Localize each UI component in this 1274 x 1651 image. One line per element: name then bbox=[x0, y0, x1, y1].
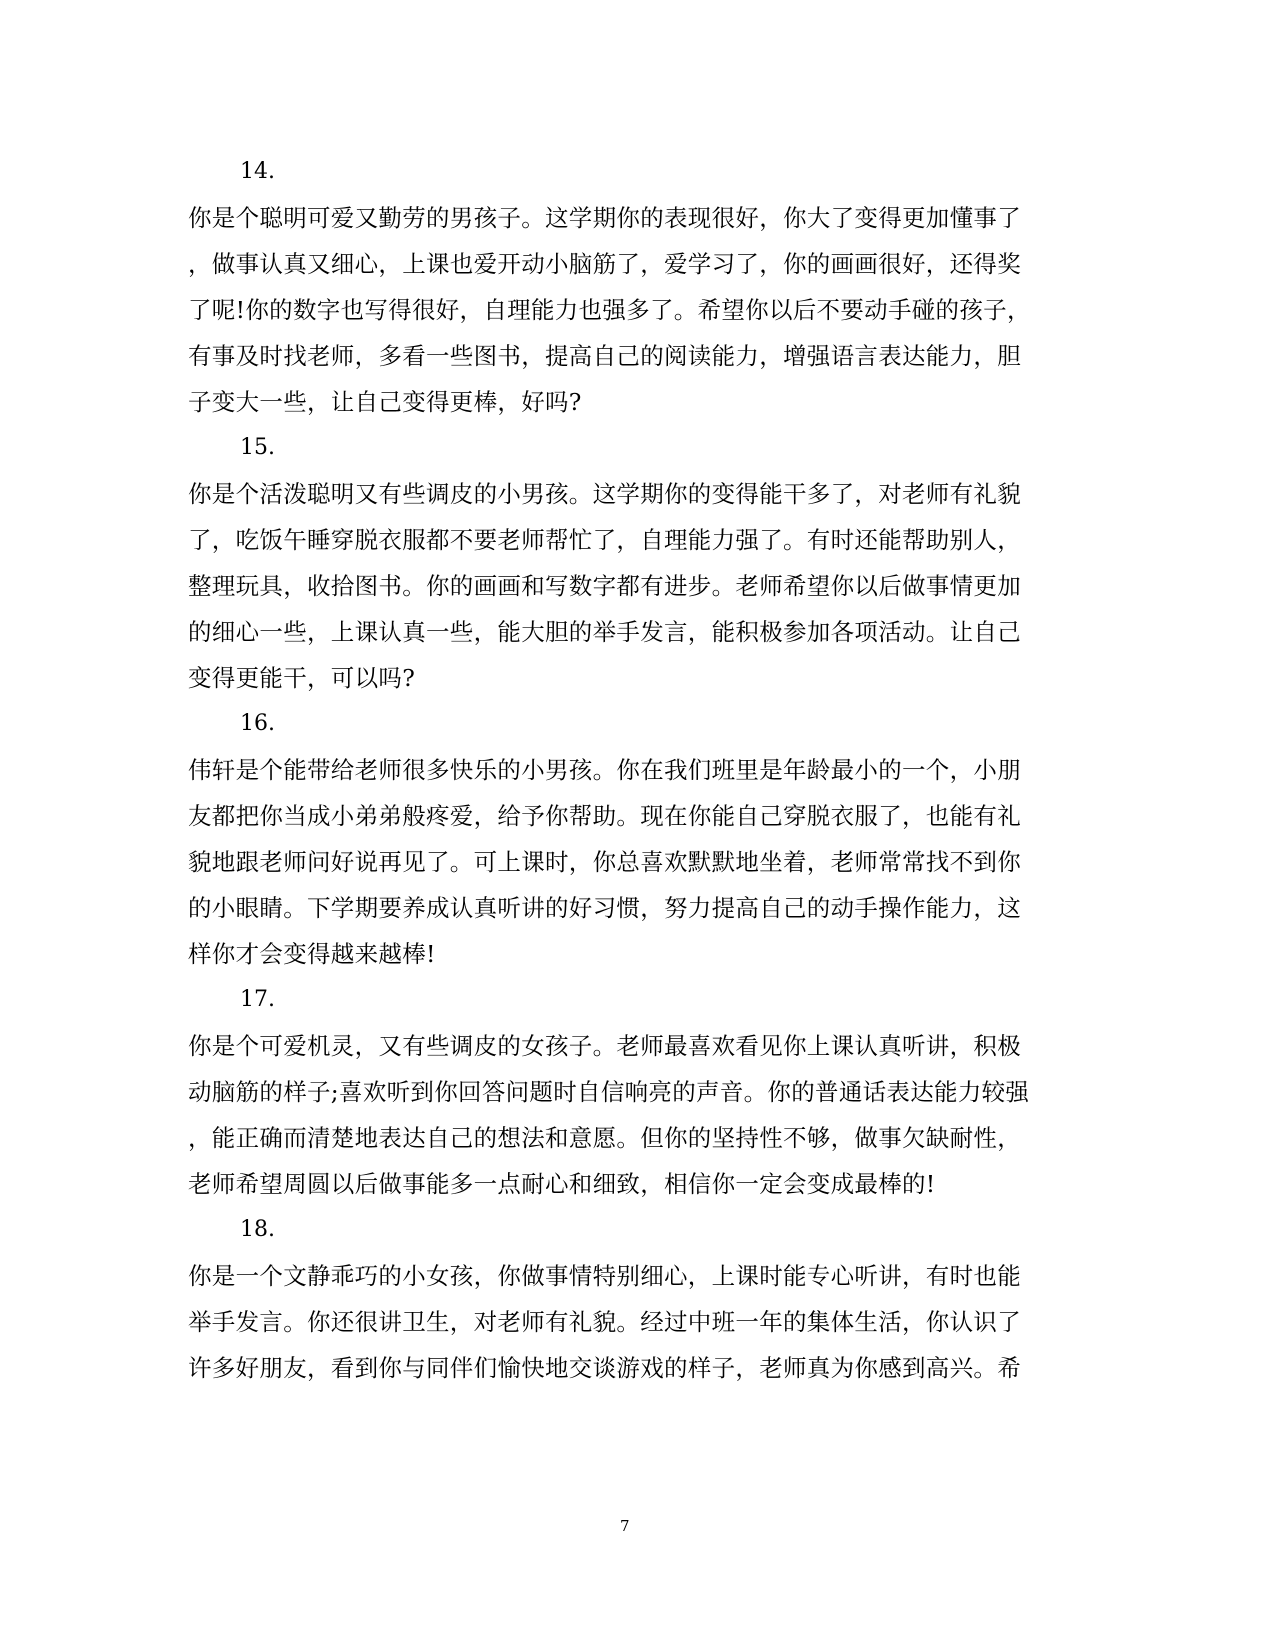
text-line: 貌地跟老师问好说再见了。可上课时，你总喜欢默默地坐着，老师常常找不到你 bbox=[188, 848, 1021, 876]
text-line: 的小眼睛。下学期要养成认真听讲的好习惯，努力提高自己的动手操作能力，这 bbox=[188, 894, 1021, 922]
text-line: 你是个可爱机灵，又有些调皮的女孩子。老师最喜欢看见你上课认真听讲，积极 bbox=[188, 1032, 1021, 1060]
entry-number: 15. bbox=[240, 435, 275, 460]
entry-number: 18. bbox=[240, 1217, 275, 1242]
text-line: 样你才会变得越来越棒! bbox=[188, 940, 436, 968]
text-line: 的细心一些，上课认真一些，能大胆的举手发言，能积极参加各项活动。让自己 bbox=[188, 618, 1021, 646]
text-line: 了呢!你的数字也写得很好，自理能力也强多了。希望你以后不要动手碰的孩子， bbox=[188, 296, 1031, 324]
text-line: 你是个活泼聪明又有些调皮的小男孩。这学期你的变得能干多了，对老师有礼貌 bbox=[188, 480, 1021, 508]
text-line: 你是个聪明可爱又勤劳的男孩子。这学期你的表现很好，你大了变得更加懂事了 bbox=[188, 204, 1021, 232]
text-line: 伟轩是个能带给老师很多快乐的小男孩。你在我们班里是年龄最小的一个，小朋 bbox=[188, 756, 1021, 784]
text-line: 友都把你当成小弟弟般疼爱，给予你帮助。现在你能自己穿脱衣服了，也能有礼 bbox=[188, 802, 1021, 830]
text-line: 老师希望周圆以后做事能多一点耐心和细致，相信你一定会变成最棒的! bbox=[188, 1170, 936, 1198]
text-line: 许多好朋友，看到你与同伴们愉快地交谈游戏的样子，老师真为你感到高兴。希 bbox=[188, 1354, 1021, 1382]
text-line: 动脑筋的样子;喜欢听到你回答问题时自信响亮的声音。你的普通话表达能力较强 bbox=[188, 1078, 1030, 1106]
entry-number: 16. bbox=[240, 711, 275, 736]
text-line: ，做事认真又细心，上课也爱开动小脑筋了，爱学习了，你的画画很好，还得奖 bbox=[188, 250, 1021, 278]
text-line: 变得更能干，可以吗? bbox=[188, 664, 416, 692]
text-line: 了，吃饭午睡穿脱衣服都不要老师帮忙了，自理能力强了。有时还能帮助别人， bbox=[188, 526, 1021, 554]
text-line: ，能正确而清楚地表达自己的想法和意愿。但你的坚持性不够，做事欠缺耐性， bbox=[188, 1124, 1021, 1152]
text-line: 你是一个文静乖巧的小女孩，你做事情特别细心，上课时能专心听讲，有时也能 bbox=[188, 1262, 1021, 1290]
page-number: 7 bbox=[620, 1517, 630, 1535]
text-line: 子变大一些，让自己变得更棒，好吗? bbox=[188, 388, 582, 416]
entry-number: 14. bbox=[240, 159, 275, 184]
text-line: 整理玩具，收拾图书。你的画画和写数字都有进步。老师希望你以后做事情更加 bbox=[188, 572, 1021, 600]
text-line: 举手发言。你还很讲卫生，对老师有礼貌。经过中班一年的集体生活，你认识了 bbox=[188, 1308, 1021, 1336]
entry-number: 17. bbox=[240, 987, 275, 1012]
text-line: 有事及时找老师，多看一些图书，提高自己的阅读能力，增强语言表达能力，胆 bbox=[188, 342, 1021, 370]
